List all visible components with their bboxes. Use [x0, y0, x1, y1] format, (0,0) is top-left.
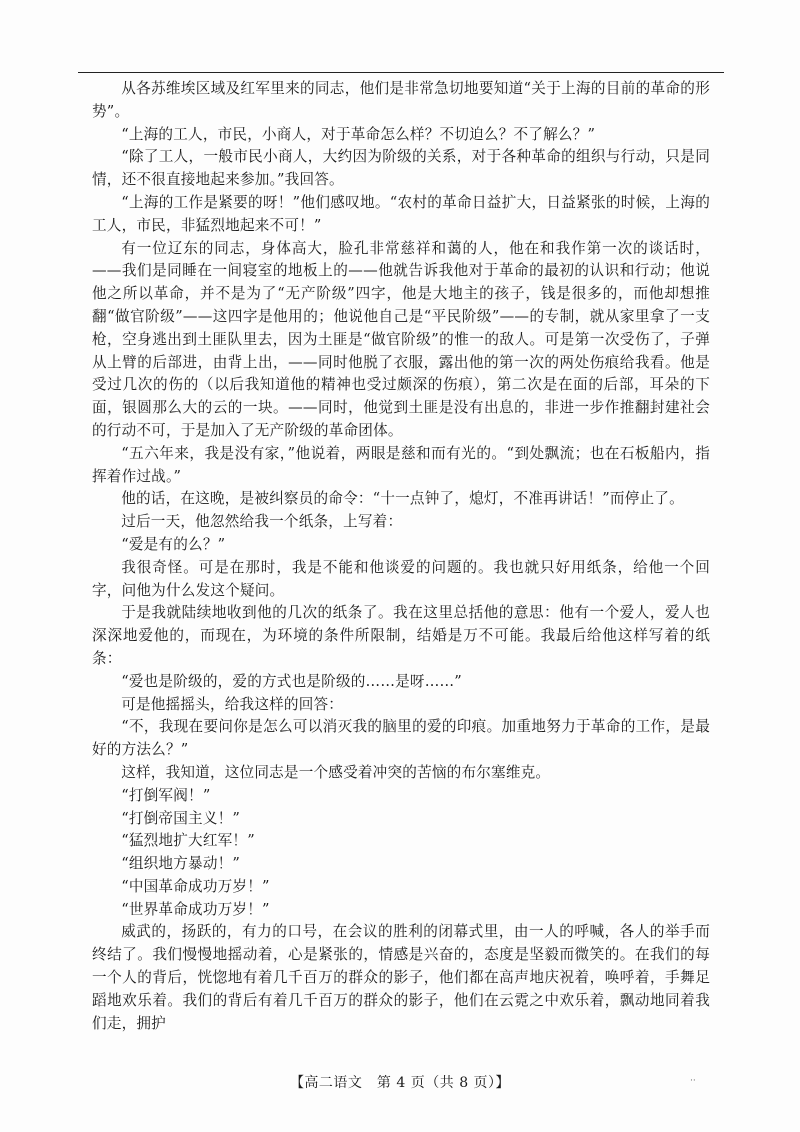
slogan-line: “中国革命成功万岁！” — [121, 877, 270, 895]
slogan-line: “世界革命成功万岁！” — [121, 900, 270, 918]
paragraph: “不，我现在要问你是怎么可以消灭我的脑里的爱的印痕。加重地努力于革命的工作，是最好的方法么？” — [92, 718, 710, 759]
page-footer: 【高二语文 第 4 页（共 8 页）】 — [289, 1075, 511, 1091]
header-rule — [78, 72, 724, 73]
paragraph: 可是他摇摇头，给我这样的回答： — [121, 695, 344, 713]
paragraph: “爱也是阶级的，爱的方式也是阶级的……是呀……” — [121, 672, 462, 690]
paragraph: 我很奇怪。可是在那时，我是不能和他谈爱的问题的。我也就只好用纸条，给他一个回字，问他为什么发这个疑问。 — [92, 558, 710, 599]
paragraph: 于是我就陆续地收到他的几次的纸条了。我在这里总括他的意思：他有一个爱人，爱人也深深地爱他的，而现在，为环境的条件所限制，结婚是万不可能。我最后给他这样写着的纸条： — [92, 604, 710, 667]
paragraph: “五六年来，我是没有家，”他说着，两眼是慈和而有光的。“到处飘流；也在石板船内，指挥着作过战。” — [92, 444, 710, 485]
paragraph: 有一位辽东的同志，身体高大，脸孔非常慈祥和蔼的人，他在和我作第一次的谈话时，——我们是同睡在一间寝室的地板上的——他就告诉我他对于革命的最初的认识和行动；他说他之所以革命，并不是为了“无产阶级”四字，他是大地主的孩子，钱是很多的，而他却想推翻“做官阶级”——这四字是他用的；他说他自己是“平民阶级”——的专制，就从家里拿了一支枪，空身逃出到土匪队里去，因为土匪是“做官阶级”的惟一的敌人。可是第一次受伤了，子弹从上臂的后部进，由背上出，——同时他脱了衣服，露出他的第一次的两处伤痕给我看。他是受过几次的伤的（以后我知道他的精神也受过颇深的伤痕），第二次是在面的后部，耳朵的下面，银圆那么大的云的一块。——同时，他觉到土匪是没有出息的，非进一步作推翻封建社会的行动不可，于是加入了无产阶级的革命团体。 — [92, 239, 710, 439]
slogan-line: “猛烈地扩大红军！” — [121, 832, 255, 850]
paragraph: 他的话，在这晚，是被纠察员的命令：“十一点钟了，熄灯，不准再讲话！”而停止了。 — [121, 490, 684, 508]
paragraph: 这样，我知道，这位同志是一个感受着冲突的苦恼的布尔塞维克。 — [121, 763, 551, 781]
slogan-line: “打倒军阀！” — [121, 786, 211, 804]
paragraph: “上海的工人，市民，小商人，对于革命怎么样？不切迫么？不了解么？” — [121, 125, 596, 143]
slogan-line: “打倒帝国主义！” — [121, 809, 241, 827]
slogan-line: “组织地方暴动！” — [121, 855, 241, 873]
paragraph: “爱是有的么？” — [121, 535, 226, 553]
paragraph: 从各苏维埃区域及红军里来的同志，他们是非常急切地要知道“关于上海的目前的革命的形势”。 — [92, 80, 710, 120]
footer-mark: ·· — [690, 1076, 696, 1086]
paragraph: “上海的工作是紧要的呀！”他们感叹地。“农村的革命日益扩大，日益紧张的时候，上海的工人，市民，非猛烈地起来不可！” — [92, 193, 710, 234]
paragraph: 威武的，扬跃的，有力的口号，在会议的胜利的闭幕式里，由一人的呼喊，各人的举手而终结了。我们慢慢地摇动着，心是紧张的，情感是兴奋的，态度是坚毅而微笑的。在我们的每一个人的背后，恍惚地有着几千百万的群众的影子，他们都在高声地庆祝着，唤呼着，手舞足蹈地欢乐着。我们的背后有着几千百万的群众的影子，他们在云霓之中欢乐着，飘动地同着我们走，拥护 — [92, 923, 710, 1032]
paragraph: 过后一天，他忽然给我一个纸条，上写着： — [121, 513, 403, 531]
paragraph: “除了工人，一般市民小商人，大约因为阶级的关系，对于各种革命的组织与行动，只是同情，还不很直接地起来参加。”我回答。 — [92, 148, 710, 189]
article-body — [92, 78, 710, 1035]
